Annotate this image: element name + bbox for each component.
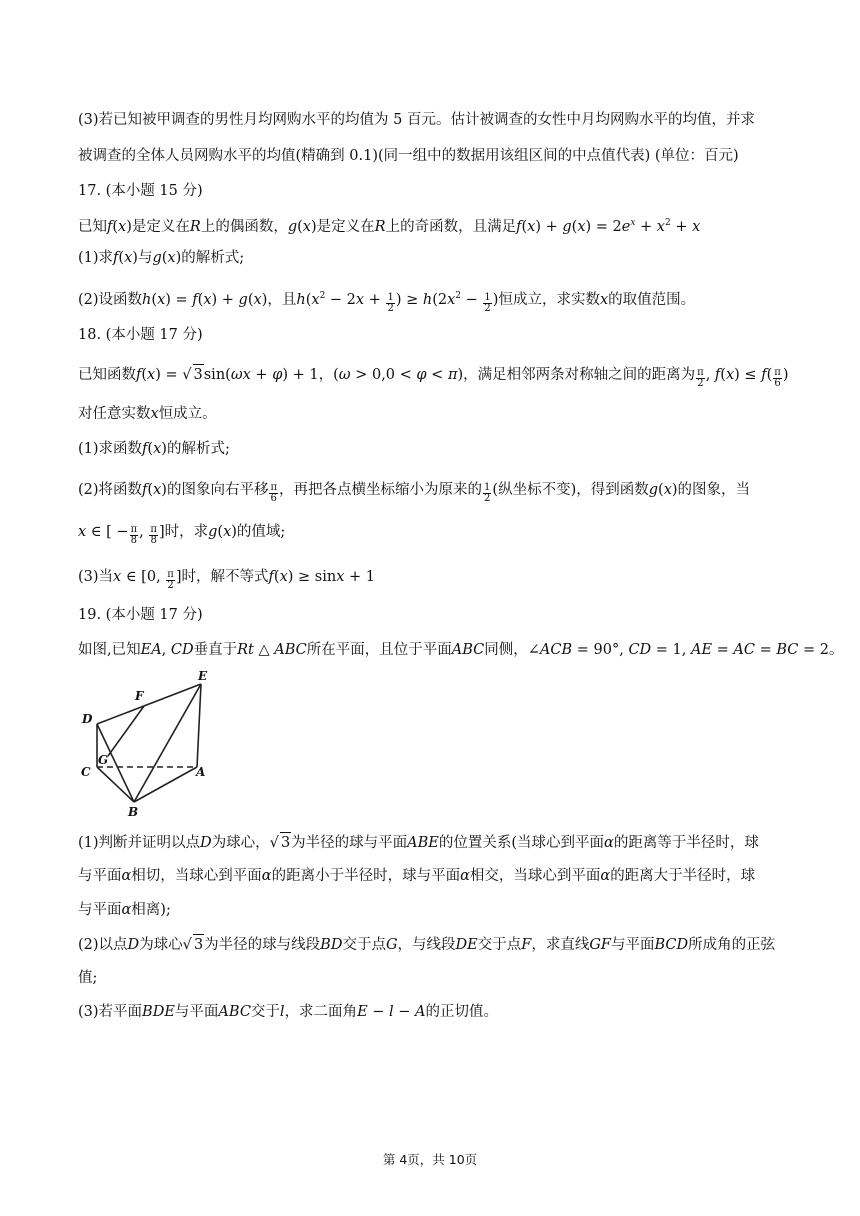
q17-header: 17. (本小题 15 分) (78, 183, 203, 199)
q18-statement-line1: 已知函数f(x) = √ 3sin(ωx + φ) + 1，(ω > 0,0 < φ < π)，满足相邻两条对称轴之间的距离为 $\frac{\pi}{2}$ , f(x) ≤ f( $\frac{\pi}{6}$ ) (78, 364, 800, 389)
q19-part1-line1: (1)判断并证明以点D为球心，√ 3为半径的球与平面ABE的位置关系(当球心到平面α的距离等于半径时，球 (78, 832, 800, 853)
page-footer: 第 4页，共 10页 (382, 1152, 478, 1167)
q18-part3: (3)当x ∈ [0, $\frac{\pi}{2}$ ]时，解不等式f(x) ≥ sinx + 1 (78, 569, 376, 591)
label-A: A (196, 765, 206, 779)
label-F: F (135, 689, 144, 703)
label-C: C (81, 765, 91, 779)
q19-part3: (3)若平面BDE与平面ABC交于l，求二面角E − l − A的正切值。 (78, 1004, 499, 1020)
edge-CB (97, 767, 134, 802)
q16-part3-line1: (3)若已知被甲调查的男性月均网购水平的均值为 5 百元。估计被调查的女性中月均网购水平的均值，并求 (78, 112, 755, 128)
q18-header: 18. (本小题 17 分) (78, 327, 203, 343)
q19-statement: 如图,已知EA, CD垂直于Rt △ ABC所在平面，且位于平面ABC同侧，∠ACB = 90°, CD = 1, AE = AC = BC = 2。 (78, 642, 844, 658)
q19-part1-line2: 与平面α相切，当球心到平面α的距离小于半径时，球与平面α相交，当球心到平面α的距离大于半径时，球 (78, 868, 756, 884)
q19-header: 19. (本小题 17 分) (78, 607, 203, 623)
q17-statement: 已知f(x)是定义在R上的偶函数，g(x)是定义在R上的奇函数，且满足$f(x) + g(x) = 2e^x + x^2 + x$ (78, 218, 701, 235)
q19-part1-line3: 与平面α相离); (78, 902, 171, 918)
q19-part2-line1: (2)以点D为球心√ 3为半径的球与线段BD交于点G，与线段DE交于点F，求直线GF与平面BCD所成角的正弦 (78, 934, 800, 955)
label-E: E (198, 669, 208, 683)
q18-part1: (1)求函数f(x)的解析式; (78, 441, 230, 457)
edge-DE (97, 684, 201, 724)
label-G: G (98, 753, 109, 767)
geometry-figure (78, 666, 218, 819)
q18-part2-line1: (2)将函数f(x)的图象向右平移 $\frac{\pi}{6}$ ，再把各点横坐标缩小为原来的 $\frac{1}{2}$ (纵坐标不变)，得到函数g(x)的图象，当 (78, 482, 751, 504)
q19-part2-line2: 值; (78, 970, 98, 986)
edge-EA (197, 684, 201, 767)
q18-statement-line2: 对任意实数x恒成立。 (78, 406, 217, 422)
q16-part3-line2: 被调查的全体人员网购水平的均值(精确到 0.1)(同一组中的数据用该组区间的中点值代表) (单位：百元) (78, 148, 739, 164)
q17-part2: (2)设函数h(x) = f(x) + g(x)，且$h(x^2 - 2x$ + $\frac{1}{2}$ ) ≥ $h(2x^2$ − $\frac{1}{2}$ )恒成立，求实数x的取值范围。 (78, 291, 696, 314)
label-D: D (82, 712, 93, 726)
q18-part2-line2: x ∈ [ − $\frac{\pi}{8}$ , $\frac{\pi}{8}$ ]时，求g(x)的值域; (78, 524, 286, 546)
q17-part1: (1)求f(x)与g(x)的解析式; (78, 250, 245, 266)
label-B: B (128, 805, 139, 819)
